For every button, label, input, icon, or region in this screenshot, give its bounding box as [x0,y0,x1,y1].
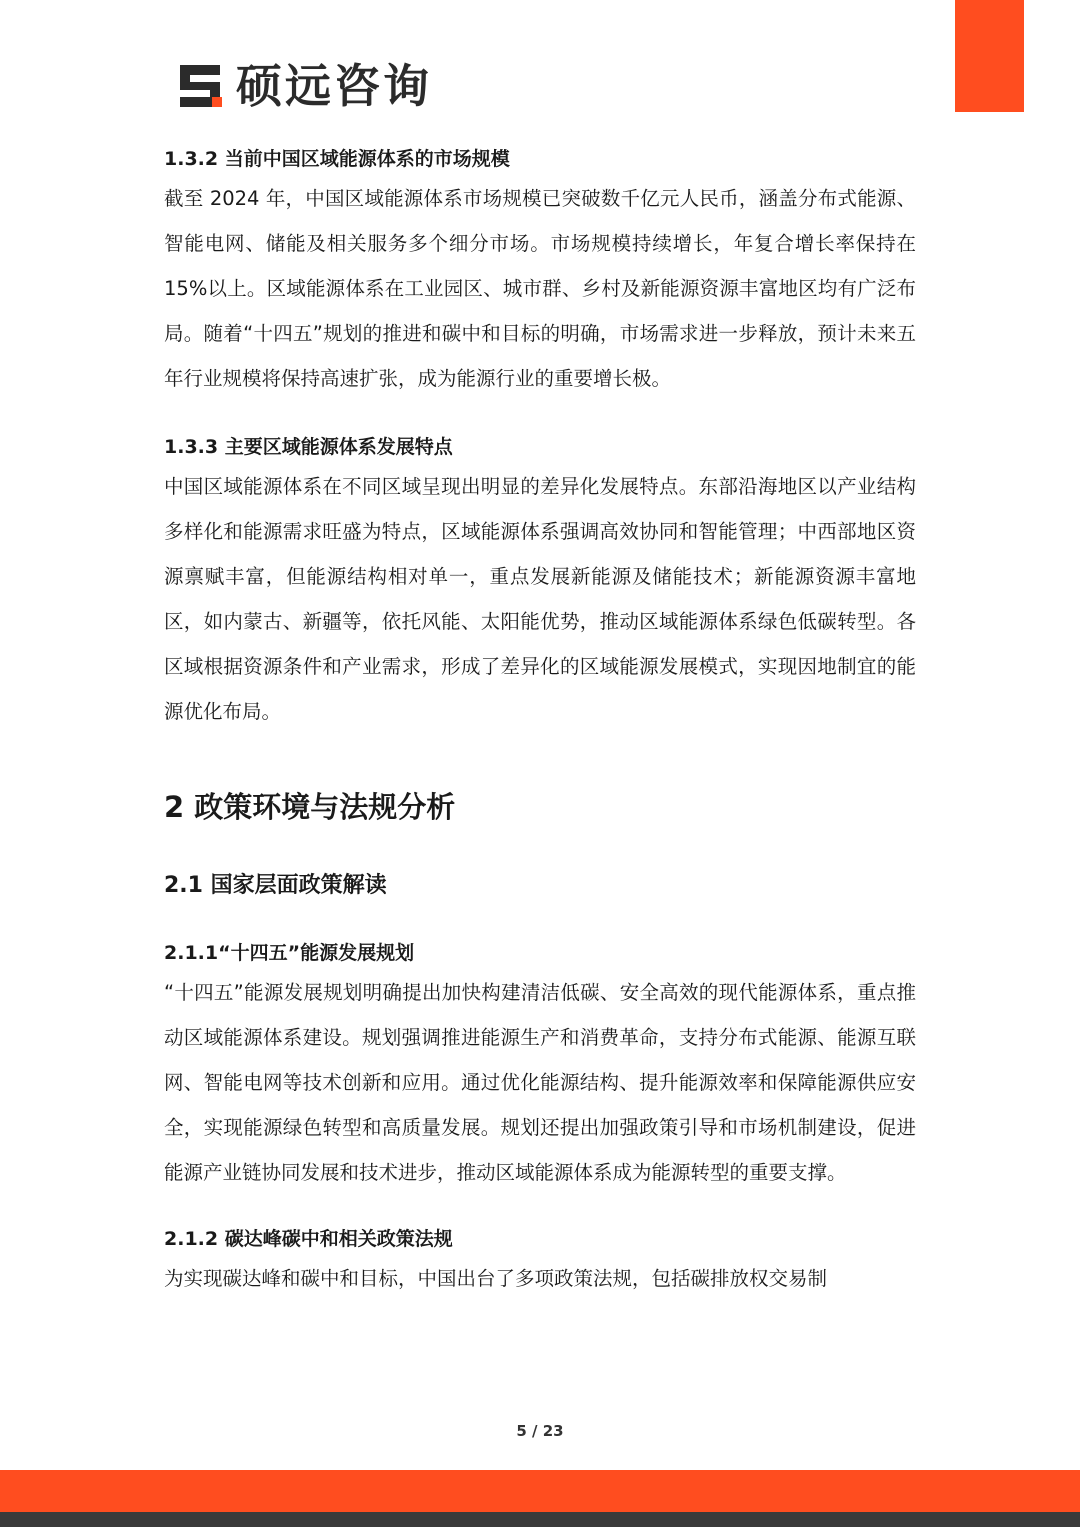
heading-2-1-1: 2.1.1“十四五”能源发展规划 [164,942,415,964]
footer-accent-bar [0,1470,1080,1512]
heading-2-1: 2.1 国家层面政策解读 [164,873,387,898]
corner-accent-block [955,0,1024,112]
page-number: 5 / 23 [516,1422,564,1440]
logo-text: 硕远咨询 [236,59,432,113]
s-block-logo-icon [176,61,226,111]
heading-1-3-2: 1.3.2 当前中国区域能源体系的市场规模 [164,148,510,170]
paragraph-regional-features: 中国区域能源体系在不同区域呈现出明显的差异化发展特点。东部沿海地区以产业结构多样化和能源需求旺盛为特点，区域能源体系强调高效协同和智能管理；中西部地区资源禀赋丰富，但能源结构相对单一，重点发展新能源及储能技术；新能源资源丰富地区，如内蒙古、新疆等，依托风能、太阳能优势，推动区域能源体系绿色低碳转型。各区域根据资源条件和产业需求，形成了差异化的区域能源发展模式，实现因地制宜的能源优化布局。 [164,475,916,723]
footer-dark-line [0,1512,1080,1527]
paragraph-carbon-policy: 为实现碳达峰和碳中和目标，中国出台了多项政策法规，包括碳排放权交易制 [164,1267,828,1290]
company-logo [176,60,432,112]
chapter-2-title: 2 政策环境与法规分析 [164,790,456,824]
heading-1-3-3: 1.3.3 主要区域能源体系发展特点 [164,436,453,458]
paragraph-five-year-plan: “十四五”能源发展规划明确提出加快构建清洁低碳、安全高效的现代能源体系，重点推动区域能源体系建设。规划强调推进能源生产和消费革命，支持分布式能源、能源互联网、智能电网等技术创新和应用。通过优化能源结构、提升能源效率和保障能源供应安全，实现能源绿色转型和高质量发展。规划还提出加强政策引导和市场机制建设，促进能源产业链协同发展和技术进步，推动区域能源体系成为能源转型的重要支撑。 [164,981,916,1184]
document-content [164,142,916,1301]
heading-2-1-2: 2.1.2 碳达峰碳中和相关政策法规 [164,1228,453,1250]
paragraph-market-scale: 截至 2024 年，中国区域能源体系市场规模已突破数千亿元人民币，涵盖分布式能源、智能电网、储能及相关服务多个细分市场。市场规模持续增长，年复合增长率保持在 15%以上。区域能源体系在工业园区、城市群、乡村及新能源资源丰富地区均有广泛布局。随着“十四五”规划的推进和碳中和目标的明确，市场需求进一步释放，预计未来五年行业规模将保持高速扩张，成为能源行业的重要增长极。 [164,187,916,390]
